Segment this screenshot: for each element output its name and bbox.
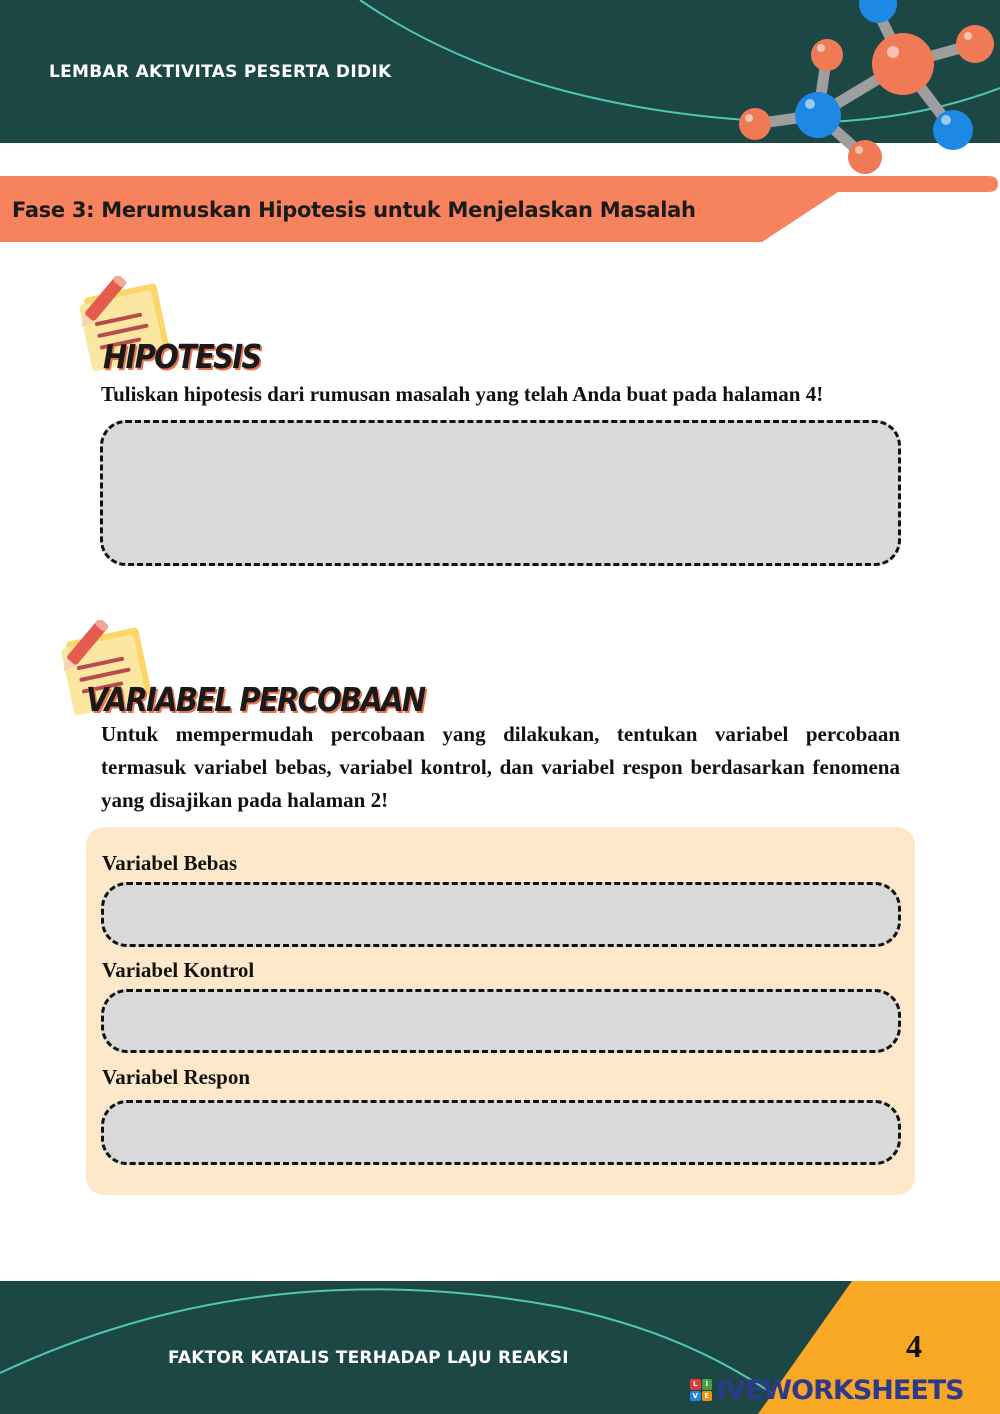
- page-number: 4: [906, 1328, 922, 1364]
- worksheet-title: LEMBAR AKTIVITAS PESERTA DIDIK: [49, 62, 392, 82]
- variabel-respon-input[interactable]: [101, 1100, 901, 1165]
- molecule-icon: [700, 0, 1000, 180]
- variabel-kontrol-label: Variabel Kontrol: [102, 958, 255, 982]
- variabel-instruction: Untuk mempermudah percobaan yang dilakukan, tentukan variabel percobaan termasuk variabel bebas, variabel kontrol, dan variabel respon berdasarkan fenomena yang disajikan pada halaman 2!: [101, 722, 900, 812]
- hipotesis-instruction: Tuliskan hipotesis dari rumusan masalah yang telah Anda buat pada halaman 4!: [101, 382, 824, 406]
- footer-title: FAKTOR KATALIS TERHADAP LAJU REAKSI: [168, 1348, 569, 1368]
- liveworksheets-brand[interactable]: [690, 1374, 964, 1406]
- variabel-bebas-label: Variabel Bebas: [102, 851, 238, 875]
- phase-title: Fase 3: Merumuskan Hipotesis untuk Menjelaskan Masalah: [12, 198, 696, 222]
- hipotesis-answer-box[interactable]: [100, 420, 901, 566]
- variabel-bebas-input[interactable]: [101, 882, 901, 947]
- liveworksheets-text: IVEWORKSHEETS: [716, 1374, 964, 1406]
- variabel-respon-label: Variabel Respon: [102, 1065, 250, 1089]
- liveworksheets-logo-icon: L I V E: [690, 1379, 712, 1401]
- variabel-kontrol-input[interactable]: [101, 989, 901, 1053]
- variabel-heading: VARIABEL PERCOBAAN: [86, 680, 425, 719]
- hipotesis-heading: HIPOTESIS: [103, 337, 261, 376]
